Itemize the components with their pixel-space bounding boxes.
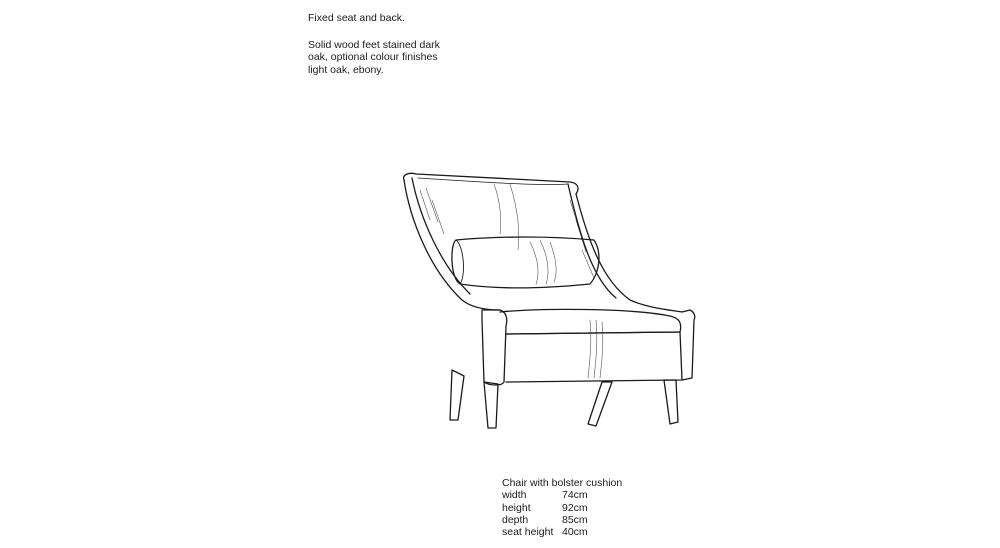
bolster-cushion-end: [456, 240, 463, 284]
finish-note-line-1: Solid wood feet stained dark: [308, 38, 440, 51]
spacer: [308, 25, 508, 39]
table-row: [502, 502, 588, 514]
right-back-leg: [664, 380, 678, 424]
table-row: [502, 526, 588, 538]
finish-note-line-3: light oak, ebony.: [308, 63, 384, 76]
seat-front: [506, 332, 682, 382]
bolster-cushion: [452, 237, 599, 288]
left-back-leg: [450, 370, 464, 420]
seat-front-right-arm: [682, 310, 695, 380]
bolster-hatching: [530, 240, 556, 284]
right-front-leg: [588, 382, 612, 426]
armchair-sketch-icon: [390, 160, 710, 445]
finish-note-line-2: oak, optional colour finishes: [308, 51, 438, 63]
left-arm-front: [482, 310, 507, 385]
table-row: [502, 489, 588, 501]
dimension-value: 74cm: [562, 489, 588, 502]
dimension-value: 40cm: [562, 526, 588, 539]
dimension-label: depth: [502, 513, 529, 526]
description-notes: [308, 12, 508, 76]
dimension-label: width: [502, 489, 527, 502]
left-front-leg: [484, 382, 498, 428]
dimension-value: 85cm: [562, 513, 588, 526]
chair-back-outline: [404, 173, 578, 194]
dimension-label: height: [502, 501, 531, 514]
construction-note: Fixed seat and back.: [308, 12, 405, 24]
chair-left-wing: [404, 180, 500, 310]
dimension-value: 92cm: [562, 501, 588, 514]
dimension-label: seat height: [502, 526, 554, 539]
dimensions-spec: [502, 477, 622, 538]
spec-title: Chair with bolster cushion: [502, 477, 623, 489]
table-row: [502, 514, 588, 526]
seat-hatching: [588, 320, 603, 378]
chair-left-wing-inner: [412, 178, 470, 294]
chair-right-wing: [576, 194, 682, 312]
dimensions-table: [502, 489, 588, 538]
